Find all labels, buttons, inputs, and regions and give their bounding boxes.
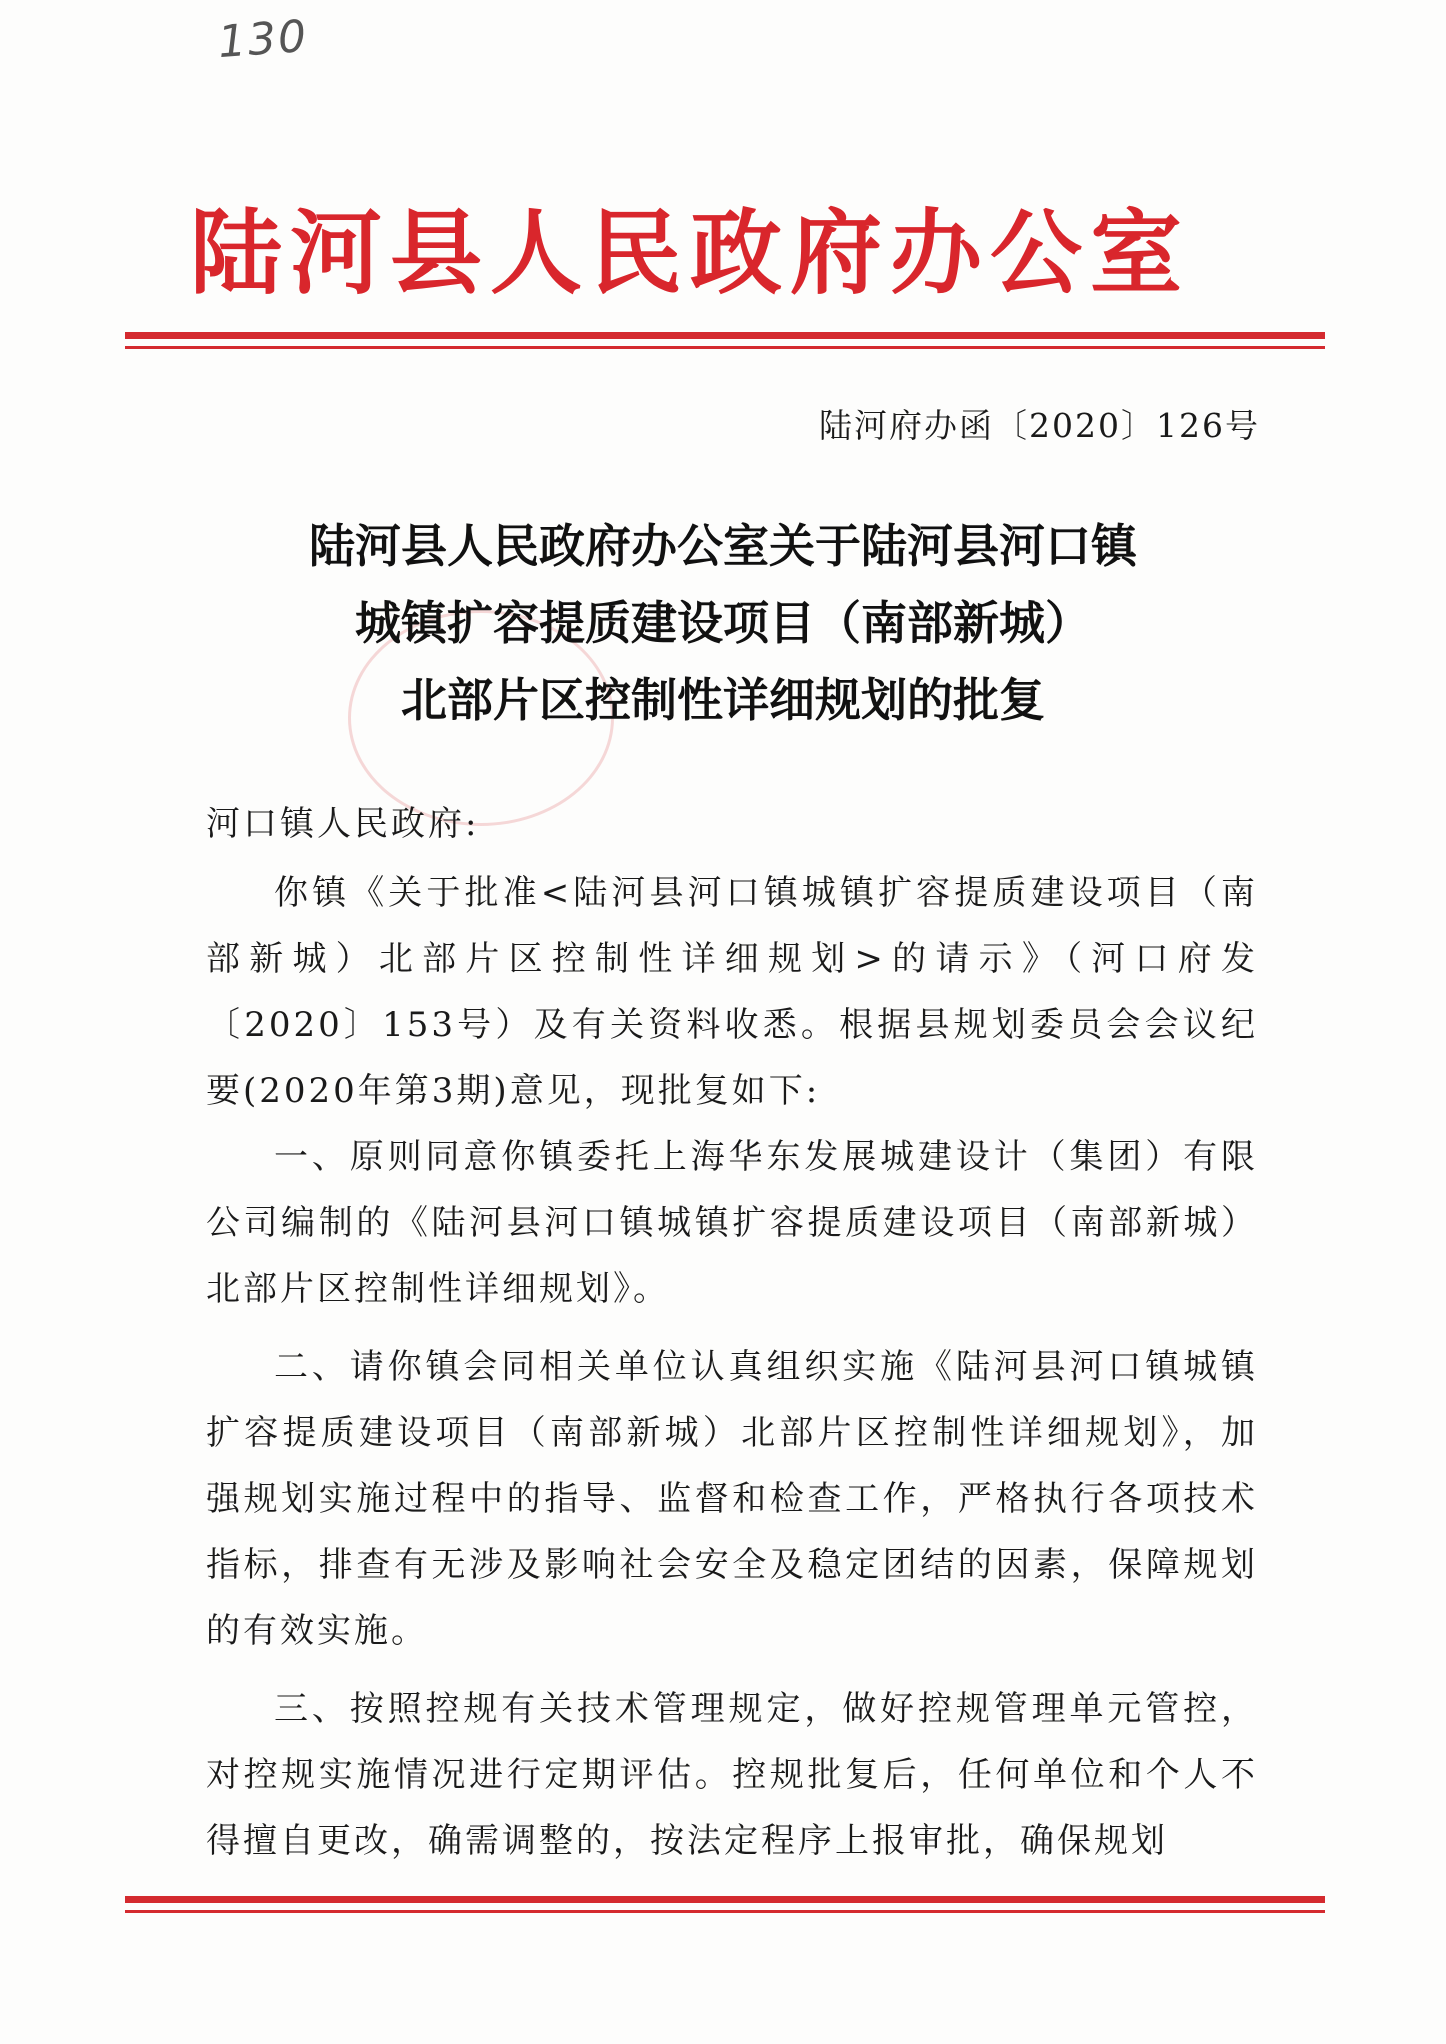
paragraph-item-3: 三、按照控规有关技术管理规定，做好控规管理单元管控，对控规实施情况进行定期评估。控规批复后，任何单位和个人不得擅自更改，确需调整的，按法定程序上报审批，确保规划: [206, 1689, 1258, 1861]
paragraph-item-2: 二、请你镇会同相关单位认真组织实施《陆河县河口镇城镇扩容提质建设项目（南部新城）北部片区控制性详细规划》，加强规划实施过程中的指导、监督和检查工作，严格执行各项技术指标，排查有无涉及影响社会安全及稳定团结的因素，保障规划的有效实施。: [206, 1347, 1258, 1651]
body-text: [206, 860, 1258, 1874]
title-line-1: 陆河县人民政府办公室关于陆河县河口镇: [309, 519, 1137, 573]
paragraph-item-1: 一、原则同意你镇委托上海华东发展城建设计（集团）有限公司编制的《陆河县河口镇城镇扩容提质建设项目（南部新城）北部片区控制性详细规划》。: [206, 1137, 1258, 1309]
document-title: [220, 508, 1226, 739]
header-rule-thick: [125, 332, 1325, 339]
title-line-3: 北部片区控制性详细规划的批复: [401, 673, 1045, 727]
footer-rule-thin: [125, 1910, 1325, 1913]
org-header-title: 陆河县人民政府办公室: [190, 199, 1191, 307]
addressee: 河口镇人民政府:: [206, 804, 480, 844]
header-rule-thin: [125, 346, 1325, 349]
paragraph-intro: 你镇《关于批准<陆河县河口镇城镇扩容提质建设项目（南部新城）北部片区控制性详细规划>的请示》（河口府发〔2020〕153号）及有关资料收悉。根据县规划委员会会议纪要(2020年第3期)意见，现批复如下:: [206, 873, 1258, 1111]
footer-rule-thick: [125, 1896, 1325, 1903]
document-number: 陆河府办函〔2020〕126号: [819, 406, 1260, 445]
handwritten-mark: 130: [216, 10, 310, 69]
title-line-2: 城镇扩容提质建设项目（南部新城）: [355, 596, 1091, 650]
